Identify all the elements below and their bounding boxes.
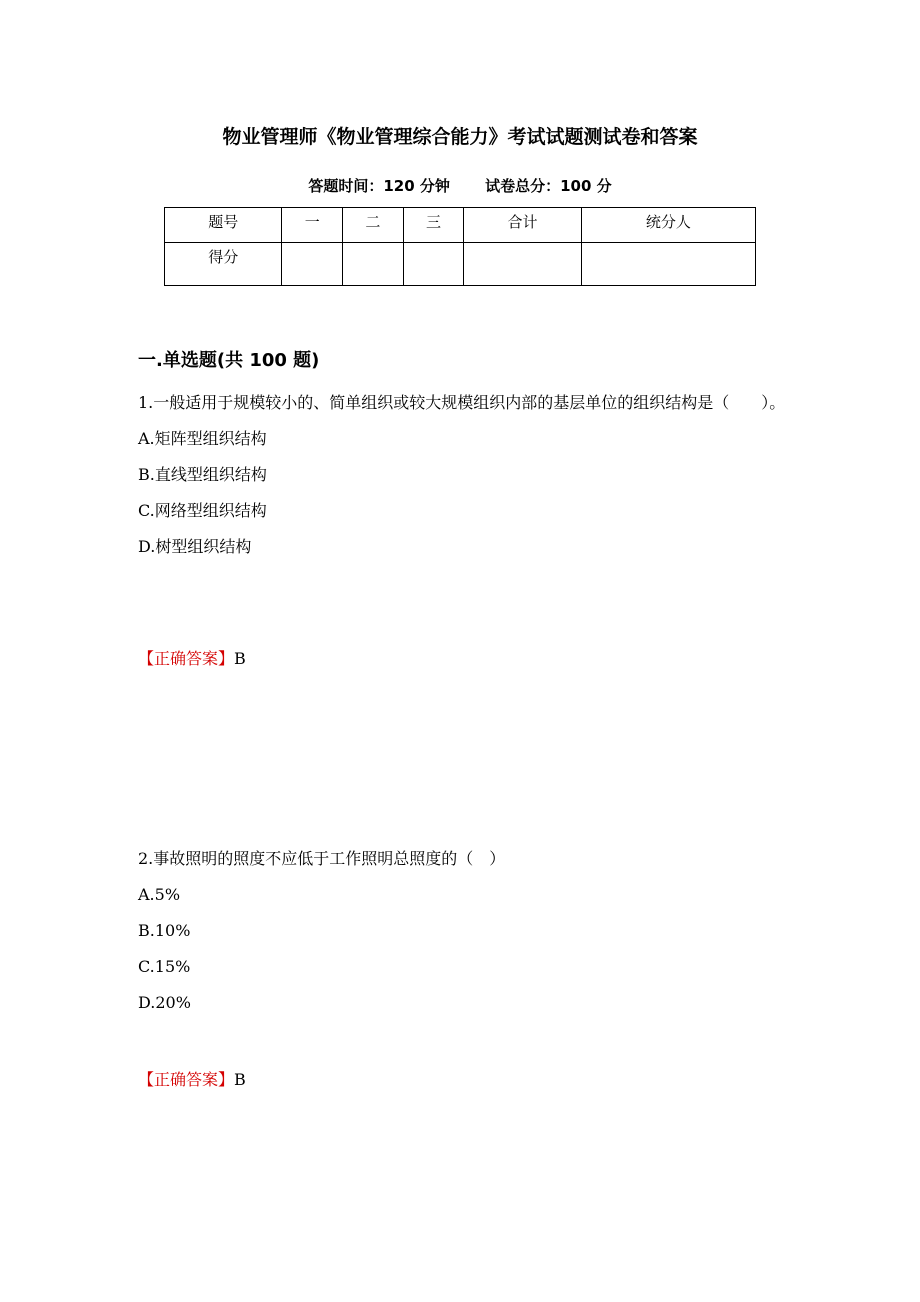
option-a: A.5% xyxy=(138,885,181,904)
answer-label: 【正确答案】 xyxy=(138,649,235,668)
question-stem: 2.事故照明的照度不应低于工作照明总照度的（ ） xyxy=(138,849,506,868)
score-table-header-cell: 合计 xyxy=(464,208,581,243)
score-table-header-cell: 三 xyxy=(403,208,464,243)
answer-1 xyxy=(138,646,246,669)
option-b: B.10% xyxy=(138,921,191,940)
score-table-header-cell: 统分人 xyxy=(581,208,755,243)
answer-value: B xyxy=(234,1070,246,1089)
section-title: 一.单选题(共 100 题) xyxy=(138,350,320,371)
exam-total-score: 试卷总分：100 分 xyxy=(485,177,612,195)
score-table-header-row xyxy=(165,208,756,243)
option-c: C.网络型组织结构 xyxy=(138,501,267,520)
answer-2 xyxy=(138,1067,246,1090)
score-cell xyxy=(403,243,464,286)
question-stem: 1.一般适用于规模较小的、简单组织或较大规模组织内部的基层单位的组织结构是（ ）。 xyxy=(138,393,786,412)
score-table-header-cell: 二 xyxy=(343,208,404,243)
score-cell xyxy=(464,243,581,286)
score-table-header-cell: 一 xyxy=(282,208,343,243)
option-d: D.20% xyxy=(138,993,191,1012)
document-title: 物业管理师《物业管理综合能力》考试试题测试卷和答案 xyxy=(222,126,698,148)
score-cell xyxy=(343,243,404,286)
question-1 xyxy=(138,385,788,565)
question-2 xyxy=(138,841,788,1021)
option-d: D.树型组织结构 xyxy=(138,537,252,556)
score-table-header-cell: 题号 xyxy=(165,208,282,243)
option-a: A.矩阵型组织结构 xyxy=(138,429,267,448)
answer-value: B xyxy=(234,649,246,668)
score-table xyxy=(164,207,756,286)
score-cell xyxy=(581,243,755,286)
option-c: C.15% xyxy=(138,957,191,976)
answer-label: 【正确答案】 xyxy=(138,1070,235,1089)
score-table-row-label: 得分 xyxy=(165,243,282,286)
score-cell xyxy=(282,243,343,286)
exam-meta xyxy=(0,175,920,196)
score-table-score-row xyxy=(165,243,756,286)
exam-time: 答题时间：120 分钟 xyxy=(308,177,450,195)
option-b: B.直线型组织结构 xyxy=(138,465,267,484)
